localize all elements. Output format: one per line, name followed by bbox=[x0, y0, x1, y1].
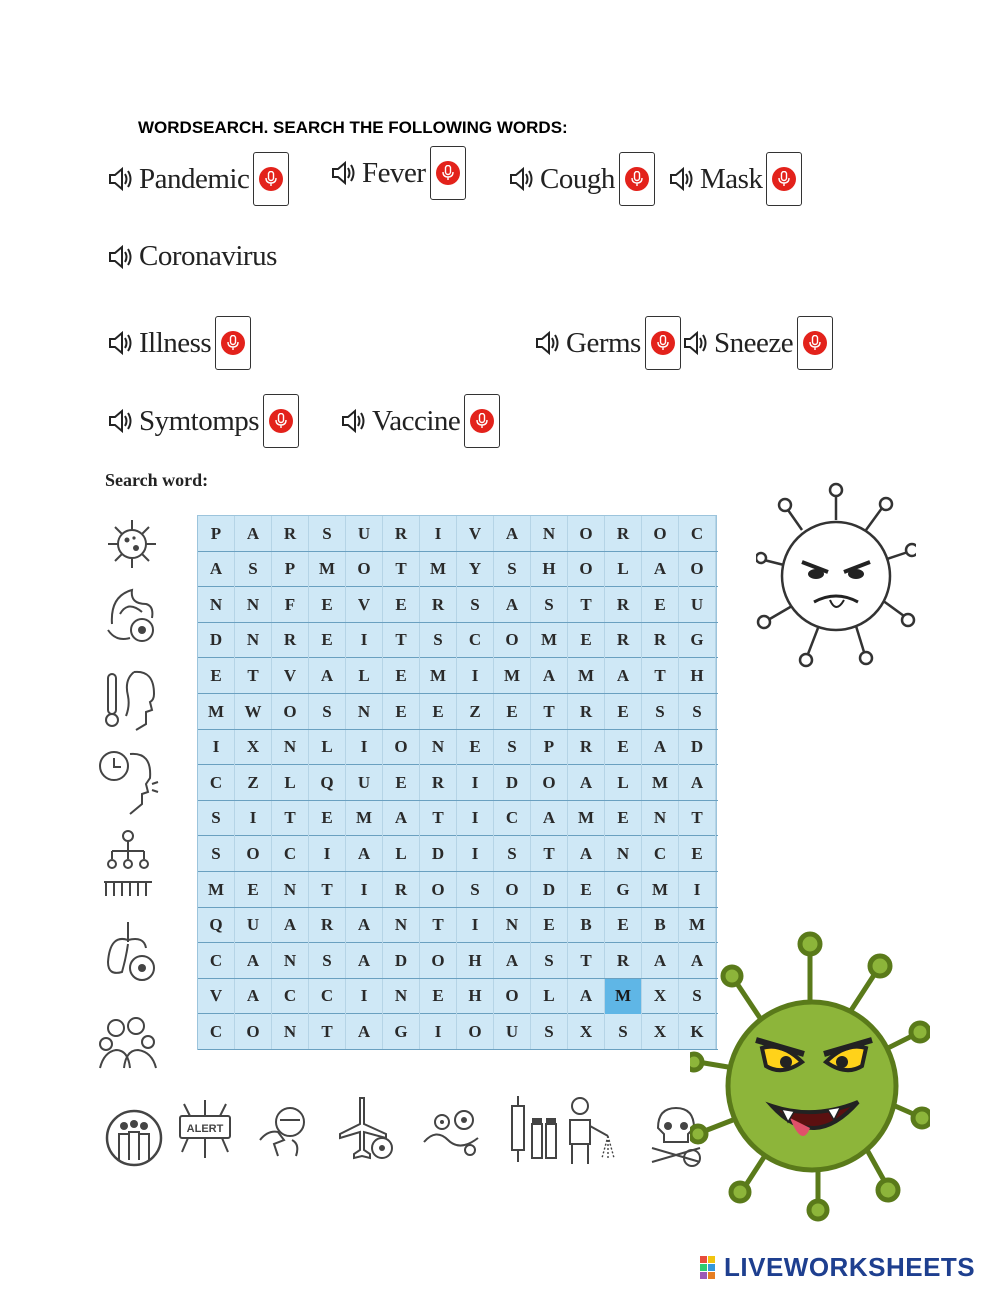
grid-cell[interactable]: R bbox=[568, 730, 605, 765]
grid-cell[interactable]: O bbox=[494, 623, 531, 658]
grid-cell[interactable]: G bbox=[383, 1014, 420, 1049]
grid-cell[interactable]: R bbox=[383, 516, 420, 551]
grid-cell[interactable]: Z bbox=[457, 694, 494, 729]
speaker-icon[interactable] bbox=[534, 329, 562, 357]
speaker-icon[interactable] bbox=[508, 165, 536, 193]
grid-cell[interactable]: R bbox=[420, 587, 457, 622]
grid-cell[interactable]: S bbox=[198, 836, 235, 871]
grid-row bbox=[198, 801, 718, 837]
grid-cell[interactable]: H bbox=[531, 552, 568, 587]
grid-cell[interactable]: N bbox=[346, 694, 383, 729]
speaker-icon[interactable] bbox=[107, 165, 135, 193]
microphone-icon bbox=[778, 171, 790, 187]
grid-cell[interactable]: E bbox=[383, 658, 420, 693]
grid-cell[interactable]: E bbox=[309, 801, 346, 836]
grid-cell[interactable]: M bbox=[198, 694, 235, 729]
grid-cell[interactable]: D bbox=[198, 623, 235, 658]
microphone-icon bbox=[809, 335, 821, 351]
grid-cell[interactable]: S bbox=[605, 1014, 642, 1049]
word-label: Germs bbox=[566, 326, 641, 359]
grid-cell[interactable]: O bbox=[235, 1014, 272, 1049]
grid-cell[interactable]: T bbox=[235, 658, 272, 693]
grid-cell[interactable]: E bbox=[679, 836, 716, 871]
word-mask[interactable] bbox=[668, 152, 802, 206]
grid-cell[interactable]: R bbox=[272, 516, 309, 551]
grid-cell[interactable]: S bbox=[494, 836, 531, 871]
grid-cell[interactable]: U bbox=[679, 587, 716, 622]
grid-cell[interactable]: N bbox=[383, 979, 420, 1014]
vaccine-vial-icon bbox=[504, 1094, 560, 1166]
grid-cell[interactable]: M bbox=[309, 552, 346, 587]
record-button[interactable] bbox=[430, 146, 466, 200]
grid-cell[interactable]: B bbox=[568, 908, 605, 943]
grid-cell[interactable]: S bbox=[309, 943, 346, 978]
grid-cell[interactable]: M bbox=[568, 658, 605, 693]
grid-cell[interactable]: S bbox=[531, 587, 568, 622]
grid-cell[interactable]: N bbox=[383, 908, 420, 943]
grid-cell[interactable]: V bbox=[198, 979, 235, 1014]
grid-cell[interactable]: U bbox=[346, 765, 383, 800]
grid-cell[interactable]: D bbox=[531, 872, 568, 907]
grid-cell[interactable]: P bbox=[272, 552, 309, 587]
grid-cell[interactable]: N bbox=[605, 836, 642, 871]
grid-cell[interactable]: E bbox=[494, 694, 531, 729]
grid-cell[interactable]: M bbox=[642, 765, 679, 800]
grid-cell[interactable]: O bbox=[272, 694, 309, 729]
grid-cell[interactable]: A bbox=[198, 552, 235, 587]
grid-cell[interactable]: E bbox=[568, 623, 605, 658]
grid-cell[interactable]: V bbox=[457, 516, 494, 551]
grid-cell[interactable]: A bbox=[568, 836, 605, 871]
grid-cell[interactable]: C bbox=[494, 801, 531, 836]
speaker-icon[interactable] bbox=[107, 329, 135, 357]
word-label: Mask bbox=[700, 162, 763, 195]
search-word-label: Search word: bbox=[105, 470, 209, 490]
grid-cell[interactable]: R bbox=[605, 623, 642, 658]
airborne-virus-icon bbox=[420, 1098, 484, 1162]
grid-cell[interactable]: A bbox=[494, 516, 531, 551]
grid-cell[interactable]: S bbox=[679, 694, 716, 729]
word-germs[interactable] bbox=[534, 316, 681, 370]
grid-cell[interactable]: H bbox=[679, 658, 716, 693]
grid-cell[interactable]: L bbox=[346, 658, 383, 693]
grid-cell[interactable]: L bbox=[605, 552, 642, 587]
grid-cell[interactable]: A bbox=[642, 552, 679, 587]
grid-cell[interactable]: N bbox=[272, 872, 309, 907]
grid-row bbox=[198, 908, 718, 944]
microphone-icon bbox=[657, 335, 669, 351]
grid-cell[interactable]: O bbox=[383, 730, 420, 765]
svg-text:ALERT: ALERT bbox=[186, 1123, 224, 1135]
grid-cell[interactable]: S bbox=[457, 872, 494, 907]
grid-cell[interactable]: A bbox=[679, 765, 716, 800]
lungs-virus-icon bbox=[100, 918, 160, 988]
grid-cell[interactable]: S bbox=[198, 801, 235, 836]
word-label: Illness bbox=[139, 326, 212, 359]
grid-cell[interactable]: A bbox=[346, 1014, 383, 1049]
word-vaccine[interactable] bbox=[340, 394, 500, 448]
grid-cell[interactable]: E bbox=[198, 658, 235, 693]
grid-cell[interactable]: N bbox=[272, 1014, 309, 1049]
grid-cell[interactable]: I bbox=[457, 801, 494, 836]
microphone-icon bbox=[227, 335, 239, 351]
grid-cell[interactable]: P bbox=[198, 516, 235, 551]
social-distance-icon bbox=[104, 1102, 164, 1172]
record-button[interactable] bbox=[464, 394, 500, 448]
grid-cell[interactable]: T bbox=[383, 623, 420, 658]
grid-cell[interactable]: I bbox=[420, 516, 457, 551]
grid-cell[interactable]: C bbox=[198, 943, 235, 978]
grid-cell[interactable]: N bbox=[642, 801, 679, 836]
grid-cell[interactable]: O bbox=[568, 552, 605, 587]
grid-cell[interactable]: A bbox=[346, 908, 383, 943]
grid-cell[interactable]: A bbox=[531, 801, 568, 836]
word-label: Symtomps bbox=[139, 404, 260, 437]
word-sneeze[interactable] bbox=[682, 316, 833, 370]
grid-cell[interactable]: S bbox=[309, 516, 346, 551]
grid-cell[interactable]: S bbox=[642, 694, 679, 729]
virus-icon bbox=[104, 512, 160, 576]
grid-cell[interactable]: M bbox=[420, 552, 457, 587]
grid-cell[interactable]: N bbox=[198, 587, 235, 622]
grid-cell[interactable]: A bbox=[531, 658, 568, 693]
grid-cell[interactable]: E bbox=[531, 908, 568, 943]
grid-cell[interactable]: R bbox=[272, 623, 309, 658]
grid-row bbox=[198, 943, 718, 979]
grid-cell[interactable]: A bbox=[346, 943, 383, 978]
grid-row bbox=[198, 623, 718, 659]
grid-cell[interactable]: O bbox=[494, 872, 531, 907]
grid-cell[interactable]: E bbox=[383, 765, 420, 800]
grid-row bbox=[198, 979, 718, 1015]
grid-cell[interactable]: S bbox=[494, 730, 531, 765]
grid-cell[interactable]: I bbox=[309, 836, 346, 871]
grid-row bbox=[198, 658, 718, 694]
grid-cell[interactable]: M bbox=[568, 801, 605, 836]
grid-cell[interactable]: H bbox=[457, 943, 494, 978]
grid-cell[interactable]: M bbox=[605, 979, 642, 1014]
grid-cell[interactable]: N bbox=[235, 623, 272, 658]
grid-cell[interactable]: N bbox=[420, 730, 457, 765]
fever-thermometer-icon bbox=[104, 666, 160, 736]
grid-cell[interactable]: R bbox=[568, 694, 605, 729]
word-pandemic[interactable] bbox=[107, 152, 289, 206]
grid-cell[interactable]: N bbox=[235, 587, 272, 622]
grid-cell[interactable]: E bbox=[420, 979, 457, 1014]
grid-cell[interactable]: S bbox=[531, 1014, 568, 1049]
grid-cell[interactable]: E bbox=[235, 872, 272, 907]
grid-cell[interactable]: S bbox=[494, 552, 531, 587]
record-button[interactable] bbox=[215, 316, 251, 370]
grid-cell[interactable]: O bbox=[235, 836, 272, 871]
grid-cell[interactable]: T bbox=[679, 801, 716, 836]
grid-cell[interactable]: E bbox=[457, 730, 494, 765]
grid-cell[interactable]: M bbox=[679, 908, 716, 943]
microphone-icon bbox=[442, 165, 454, 181]
grid-cell[interactable]: I bbox=[679, 872, 716, 907]
grid-cell[interactable]: L bbox=[272, 765, 309, 800]
grid-cell[interactable]: D bbox=[679, 730, 716, 765]
grid-cell[interactable]: M bbox=[346, 801, 383, 836]
grid-cell[interactable]: N bbox=[531, 516, 568, 551]
grid-cell[interactable]: A bbox=[679, 943, 716, 978]
grid-cell[interactable]: G bbox=[605, 872, 642, 907]
grid-cell[interactable]: L bbox=[605, 765, 642, 800]
speaker-icon[interactable] bbox=[107, 407, 135, 435]
speaker-icon[interactable] bbox=[340, 407, 368, 435]
grid-cell[interactable]: R bbox=[420, 765, 457, 800]
grid-cell[interactable]: E bbox=[420, 694, 457, 729]
grid-row bbox=[198, 730, 718, 766]
word-label: Coronavirus bbox=[139, 240, 277, 272]
grid-row bbox=[198, 1014, 718, 1050]
grid-cell[interactable]: O bbox=[420, 872, 457, 907]
grid-cell[interactable]: T bbox=[531, 694, 568, 729]
grid-cell[interactable]: K bbox=[679, 1014, 716, 1049]
grid-cell[interactable]: W bbox=[235, 694, 272, 729]
clock-cough-icon bbox=[96, 744, 160, 820]
grid-cell[interactable]: T bbox=[420, 908, 457, 943]
word-cough[interactable] bbox=[508, 152, 655, 206]
grid-cell[interactable]: O bbox=[420, 943, 457, 978]
green-virus-illustration bbox=[690, 922, 930, 1222]
record-button[interactable] bbox=[253, 152, 289, 206]
grid-cell[interactable]: A bbox=[235, 516, 272, 551]
grid-cell[interactable]: T bbox=[642, 658, 679, 693]
grid-cell[interactable]: U bbox=[494, 1014, 531, 1049]
grid-cell[interactable]: H bbox=[457, 979, 494, 1014]
grid-cell[interactable]: T bbox=[309, 872, 346, 907]
grid-cell[interactable]: Q bbox=[309, 765, 346, 800]
grid-cell[interactable]: E bbox=[605, 801, 642, 836]
page-title: WORDSEARCH. SEARCH THE FOLLOWING WORDS: bbox=[138, 118, 568, 137]
grid-cell[interactable]: D bbox=[383, 943, 420, 978]
word-label: Cough bbox=[540, 162, 615, 195]
grid-cell[interactable]: I bbox=[420, 1014, 457, 1049]
grid-cell[interactable]: T bbox=[568, 587, 605, 622]
grid-cell[interactable]: I bbox=[198, 730, 235, 765]
grid-cell[interactable]: T bbox=[272, 801, 309, 836]
grid-cell[interactable]: F bbox=[272, 587, 309, 622]
grid-cell[interactable]: I bbox=[346, 979, 383, 1014]
grid-cell[interactable]: M bbox=[531, 623, 568, 658]
grid-cell[interactable]: C bbox=[642, 836, 679, 871]
grid-cell[interactable]: M bbox=[420, 658, 457, 693]
speaker-icon[interactable] bbox=[107, 243, 135, 271]
grid-cell[interactable]: E bbox=[383, 694, 420, 729]
grid-cell[interactable]: A bbox=[346, 836, 383, 871]
grid-cell[interactable]: X bbox=[642, 979, 679, 1014]
grid-cell[interactable]: G bbox=[679, 623, 716, 658]
word-label: Fever bbox=[362, 156, 426, 189]
grid-cell[interactable]: I bbox=[346, 730, 383, 765]
grid-cell[interactable]: V bbox=[272, 658, 309, 693]
grid-cell[interactable]: U bbox=[346, 516, 383, 551]
grid-cell[interactable]: O bbox=[457, 1014, 494, 1049]
grid-row bbox=[198, 836, 718, 872]
grid-row bbox=[198, 872, 718, 908]
grid-cell[interactable]: A bbox=[235, 979, 272, 1014]
grid-cell[interactable]: O bbox=[679, 552, 716, 587]
grid-cell[interactable]: C bbox=[457, 623, 494, 658]
grid-cell[interactable]: I bbox=[457, 658, 494, 693]
grid-cell[interactable]: A bbox=[642, 730, 679, 765]
record-button[interactable] bbox=[645, 316, 681, 370]
grid-row bbox=[198, 694, 718, 730]
grid-cell[interactable]: E bbox=[605, 908, 642, 943]
grid-cell[interactable]: L bbox=[309, 730, 346, 765]
grid-row bbox=[198, 516, 718, 552]
grid-cell[interactable]: E bbox=[605, 694, 642, 729]
record-button[interactable] bbox=[619, 152, 655, 206]
microphone-icon bbox=[275, 413, 287, 429]
word-symtomps[interactable] bbox=[107, 394, 299, 448]
word-label: Sneeze bbox=[714, 326, 794, 359]
grid-cell[interactable]: E bbox=[309, 587, 346, 622]
bat-virus-icon bbox=[102, 584, 162, 650]
word-label: Pandemic bbox=[139, 162, 250, 195]
hazmat-worker-icon bbox=[562, 1094, 620, 1168]
grid-cell[interactable]: L bbox=[383, 836, 420, 871]
grid-cell[interactable]: A bbox=[383, 801, 420, 836]
grid-cell[interactable]: O bbox=[568, 516, 605, 551]
grid-cell[interactable]: X bbox=[642, 1014, 679, 1049]
record-button[interactable] bbox=[263, 394, 299, 448]
record-button[interactable] bbox=[797, 316, 833, 370]
grid-cell[interactable]: I bbox=[457, 765, 494, 800]
grid-cell[interactable]: A bbox=[605, 658, 642, 693]
grid-cell[interactable]: E bbox=[642, 587, 679, 622]
grid-cell[interactable]: P bbox=[531, 730, 568, 765]
grid-cell[interactable]: E bbox=[383, 587, 420, 622]
travel-virus-icon bbox=[338, 1094, 398, 1164]
grid-cell[interactable]: C bbox=[679, 516, 716, 551]
liveworksheets-text: LIVEWORKSHEETS bbox=[724, 1252, 976, 1282]
microphone-icon bbox=[265, 171, 277, 187]
grid-cell[interactable]: C bbox=[198, 765, 235, 800]
grid-cell[interactable]: Y bbox=[457, 552, 494, 587]
grid-cell[interactable]: O bbox=[531, 765, 568, 800]
record-button[interactable] bbox=[766, 152, 802, 206]
grid-cell[interactable]: C bbox=[309, 979, 346, 1014]
grid-cell[interactable]: S bbox=[235, 552, 272, 587]
grid-row bbox=[198, 765, 718, 801]
grid-cell[interactable]: N bbox=[272, 943, 309, 978]
grid-cell[interactable]: A bbox=[642, 943, 679, 978]
alert-icon bbox=[176, 1094, 234, 1164]
grid-cell[interactable]: V bbox=[346, 587, 383, 622]
grid-cell[interactable]: L bbox=[531, 979, 568, 1014]
microphone-icon bbox=[631, 171, 643, 187]
grid-cell[interactable]: M bbox=[198, 872, 235, 907]
grid-cell[interactable]: S bbox=[420, 623, 457, 658]
speaker-icon[interactable] bbox=[668, 165, 696, 193]
grid-cell[interactable]: A bbox=[272, 908, 309, 943]
grid-cell[interactable]: N bbox=[272, 730, 309, 765]
grid-cell[interactable]: C bbox=[272, 836, 309, 871]
grid-cell[interactable]: E bbox=[309, 623, 346, 658]
grid-cell[interactable]: M bbox=[642, 872, 679, 907]
grid-cell[interactable]: T bbox=[420, 801, 457, 836]
speaker-icon[interactable] bbox=[330, 159, 358, 187]
grid-cell[interactable]: A bbox=[309, 658, 346, 693]
grid-cell[interactable]: E bbox=[568, 872, 605, 907]
grid-cell[interactable]: R bbox=[605, 516, 642, 551]
grid-cell[interactable]: I bbox=[457, 908, 494, 943]
grid-row bbox=[198, 587, 718, 623]
grid-cell[interactable]: A bbox=[568, 765, 605, 800]
grid-cell[interactable]: A bbox=[235, 943, 272, 978]
grid-cell[interactable]: T bbox=[568, 943, 605, 978]
grid-cell[interactable]: N bbox=[494, 908, 531, 943]
grid-cell[interactable]: U bbox=[235, 908, 272, 943]
grid-cell[interactable]: C bbox=[272, 979, 309, 1014]
crowd-icon bbox=[96, 1010, 160, 1070]
grid-cell[interactable]: S bbox=[309, 694, 346, 729]
grid-cell[interactable]: M bbox=[494, 658, 531, 693]
grid-cell[interactable]: I bbox=[235, 801, 272, 836]
liveworksheets-logo-icon bbox=[700, 1256, 724, 1280]
word-label: Vaccine bbox=[372, 404, 461, 437]
grid-cell[interactable]: S bbox=[457, 587, 494, 622]
grid-cell[interactable]: S bbox=[531, 943, 568, 978]
grid-cell[interactable]: A bbox=[494, 587, 531, 622]
grid-cell[interactable]: I bbox=[457, 836, 494, 871]
grid-cell[interactable]: T bbox=[383, 552, 420, 587]
grid-cell[interactable]: X bbox=[235, 730, 272, 765]
grid-cell[interactable]: O bbox=[642, 516, 679, 551]
word-coronavirus[interactable] bbox=[107, 240, 277, 273]
grid-cell[interactable]: R bbox=[383, 872, 420, 907]
grid-cell[interactable]: A bbox=[568, 979, 605, 1014]
grid-cell[interactable]: E bbox=[605, 730, 642, 765]
grid-cell[interactable]: C bbox=[198, 1014, 235, 1049]
grid-cell[interactable]: B bbox=[642, 908, 679, 943]
grid-cell[interactable]: I bbox=[346, 872, 383, 907]
microphone-icon bbox=[476, 413, 488, 429]
grid-cell[interactable]: T bbox=[531, 836, 568, 871]
grid-cell[interactable]: O bbox=[494, 979, 531, 1014]
grid-cell[interactable]: S bbox=[679, 979, 716, 1014]
liveworksheets-logo[interactable] bbox=[700, 1252, 975, 1283]
angry-virus-outline-illustration bbox=[756, 480, 916, 670]
word-fever[interactable] bbox=[330, 146, 466, 200]
grid-cell[interactable]: Z bbox=[235, 765, 272, 800]
word-illness[interactable] bbox=[107, 316, 251, 370]
grid-cell[interactable]: R bbox=[605, 587, 642, 622]
speaker-icon[interactable] bbox=[682, 329, 710, 357]
grid-cell[interactable]: O bbox=[346, 552, 383, 587]
grid-cell[interactable]: R bbox=[309, 908, 346, 943]
grid-cell[interactable]: X bbox=[568, 1014, 605, 1049]
wash-hands-icon bbox=[254, 1100, 318, 1160]
grid-cell[interactable]: D bbox=[420, 836, 457, 871]
grid-cell[interactable]: R bbox=[605, 943, 642, 978]
spread-network-icon bbox=[100, 828, 156, 904]
grid-cell[interactable]: T bbox=[309, 1014, 346, 1049]
grid-cell[interactable]: R bbox=[642, 623, 679, 658]
grid-cell[interactable]: A bbox=[494, 943, 531, 978]
grid-row bbox=[198, 552, 718, 588]
grid-cell[interactable]: I bbox=[346, 623, 383, 658]
wordsearch-grid[interactable] bbox=[197, 515, 717, 1050]
grid-cell[interactable]: Q bbox=[198, 908, 235, 943]
grid-cell[interactable]: D bbox=[494, 765, 531, 800]
